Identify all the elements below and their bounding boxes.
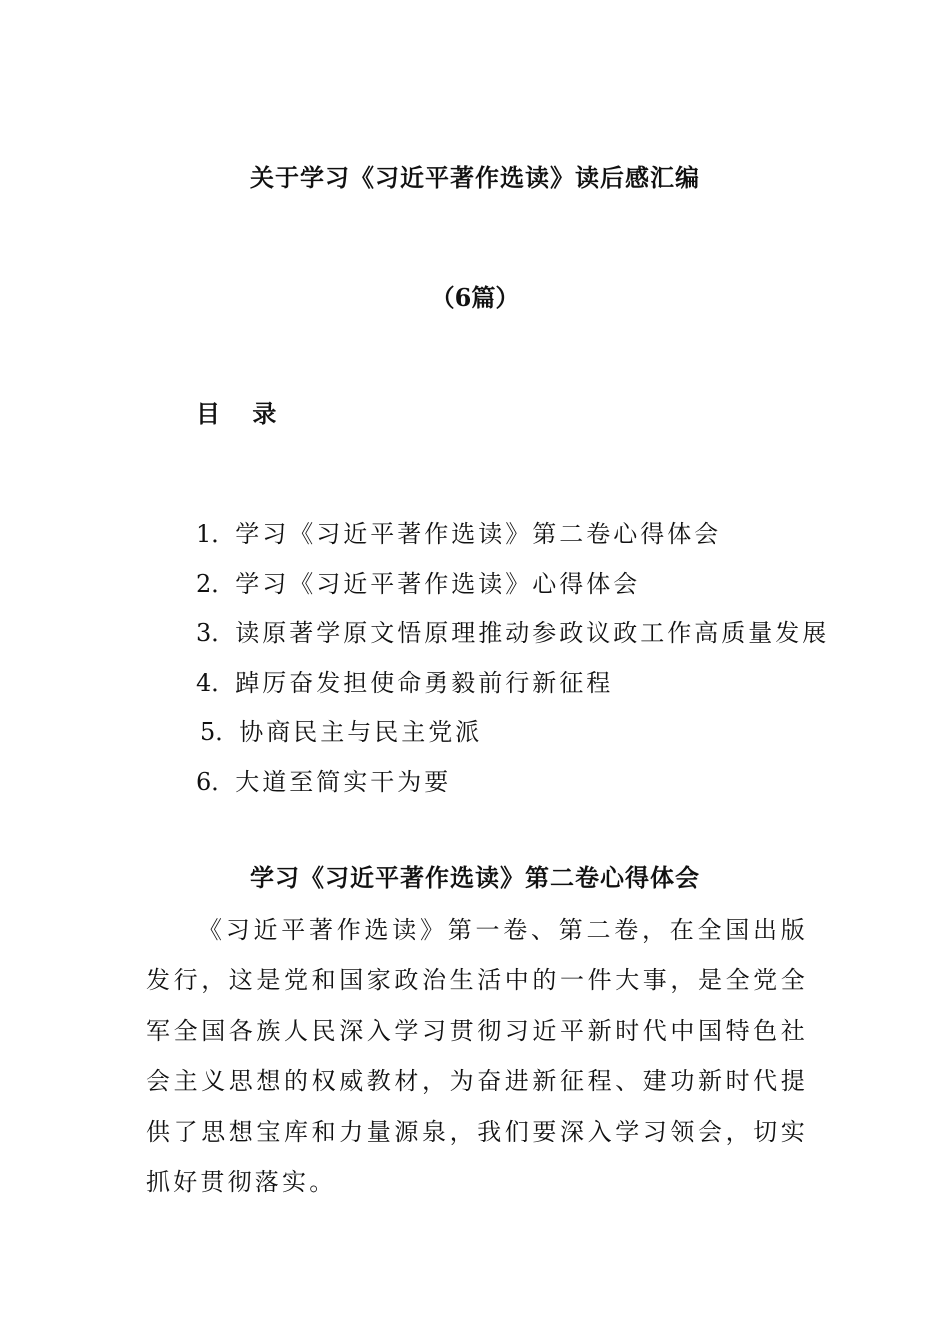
document-title: 关于学习《习近平著作选读》读后感汇编 (250, 163, 700, 192)
toc-item-2 (196, 560, 829, 610)
toc-item-label: 协商民主与民主党派 (239, 718, 483, 747)
document-subtitle: （6篇） (430, 283, 520, 312)
toc-item-number: 3． (196, 619, 236, 648)
toc-item-3 (196, 609, 829, 659)
toc-item-label: 学习《习近平著作选读》心得体会 (235, 569, 641, 598)
toc-heading: 目 录 (196, 399, 289, 428)
toc-item-label: 踔厉奋发担使命勇毅前行新征程 (235, 668, 614, 697)
toc-item-4 (196, 659, 829, 709)
toc-item-number: 5． (200, 718, 240, 747)
toc-item-number: 1． (196, 520, 236, 548)
toc-item-6 (196, 758, 829, 808)
toc-item-label: 读原著学原文悟原理推动参政议政工作高质量发展 (235, 619, 830, 648)
section-title: 学习《习近平著作选读》第二卷心得体会 (250, 863, 700, 892)
section-paragraph: 《习近平著作选读》第一卷、第二卷，在全国出版发行，这是党和国家政治生活中的一件大事，是全党全军全国各族人民深入学习贯彻习近平新时代中国特色社会主义思想的权威教材，为奋进新征程、建功新时代提供了思想宝库和力量源泉，我们要深入学习领会，切实抓好贯彻落实。 (146, 916, 808, 1197)
toc-item-number: 4． (196, 668, 236, 697)
toc-list (196, 510, 829, 808)
toc-item-number: 6． (196, 767, 236, 796)
toc-item-label: 学习《习近平著作选读》第二卷心得体会 (235, 520, 722, 548)
toc-item-5 (196, 708, 829, 758)
toc-item-1 (196, 510, 829, 560)
toc-item-number: 2． (196, 569, 236, 598)
toc-item-label: 大道至简实干为要 (235, 767, 452, 796)
